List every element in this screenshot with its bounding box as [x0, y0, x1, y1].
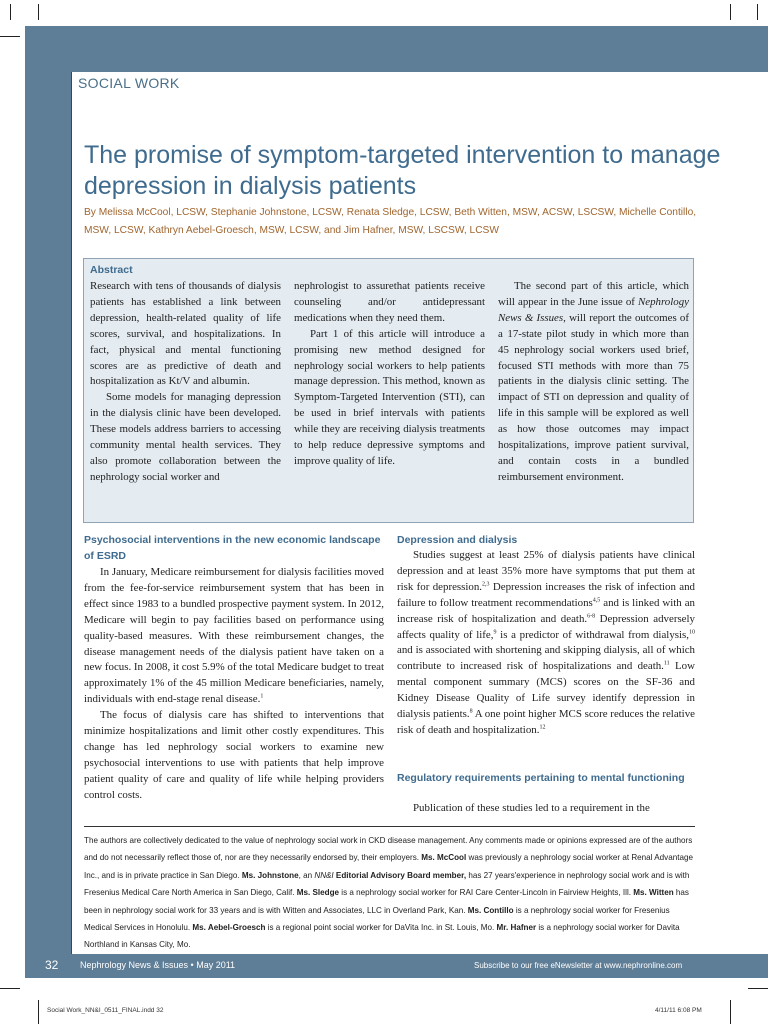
section-heading: Psychosocial interventions in the new economic landscape of ESRD: [84, 534, 381, 562]
reference: 9: [493, 628, 497, 635]
author-name: Ms. Contillo: [467, 905, 514, 915]
paragraph: Research with tens of thousands of dialysis patients has established a link between depression, health-related quality of life scores, survival, and hospitalizations. In fact, physical and mental functioning scores are as predictive of death and hospitalization as Kt/V and albumin.: [90, 280, 281, 388]
author-name: Ms. McCool: [421, 853, 467, 863]
reference: 4,5: [592, 597, 601, 604]
side-divider: [71, 72, 72, 954]
crop-mark: [730, 4, 731, 20]
article-title: The promise of symptom-targeted intervention to manage depression in dialysis patients: [84, 141, 721, 200]
reference: 1: [260, 693, 264, 700]
publication-info: Nephrology News & Issues • May 2011: [80, 960, 236, 970]
paragraph: Part 1 of this article will introduce a promising new method designed for nephrology social workers to help patients manage depression. This method, known as Symptom-Targeted Intervention (STI), can be used in brief intervals with patients while they are receiving dialysis treatments to help reduce depressive symptoms and improve quality of life.: [294, 327, 485, 467]
print-timestamp: 4/11/11 6:08 PM: [655, 1007, 702, 1014]
body-column-right-continued: [397, 801, 695, 817]
crop-mark: [757, 4, 758, 20]
section-heading: Regulatory requirements pertaining to mental functioning: [397, 772, 685, 784]
paragraph: Studies suggest at least 25% of dialysis patients have clinical depression and at least 35% more have symptoms that put them at risk for depression.$^{2,3}$ Depression increases the risk of infection and failure to follow treatment recommendations$^{4,5}$ and is linked with an increase risk of hospitalization and death.$^{6-8}$ Depression adversely affects quality of life,$^9$ is a predictor of withdrawal from dialysis,$^{10}$ and is associated with shortening and skipping dialysis, all of which contribute to increased risk of hospitalizations and death.$^{11}$ Low mental component summary (MCS) scores on the SF-36 and Kidney Disease Quality of Life survey identify depression in dialysis patients.$^8$ A one point higher MCS score reduces the relative risk of death and hospitalization.$^{12}$: [397, 549, 695, 736]
crop-mark: [0, 988, 20, 989]
reference: 10: [689, 628, 695, 635]
paragraph: nephrologist to assurethat patients receive counseling and/or antidepressant medications when they need them.: [294, 280, 485, 324]
author-byline: By Melissa McCool, LCSW, Stephanie Johnstone, LCSW, Renata Sledge, LCSW, Beth Witten, MSW, ACSW, LSCSW, Michelle Contillo, MSW, LCSW, Kathryn Aebel-Groesch, MSW, LCSW, and Jim Hafner, MSW, LSCSW, LCSW: [84, 207, 697, 236]
section-label: SOCIAL WORK: [78, 75, 180, 91]
abstract-column-1: [90, 279, 281, 486]
abstract-heading: Abstract: [90, 264, 133, 276]
header-band: [25, 26, 768, 72]
bio-divider: [84, 826, 695, 827]
page-number: 32: [45, 958, 59, 972]
board-title: Editorial Advisory Board member,: [333, 870, 467, 880]
journal-name: Nephrology News & Issues: [498, 295, 689, 324]
paragraph: Publication of these studies led to a requirement in the: [413, 802, 650, 814]
paragraph: The focus of dialysis care has shifted to interventions that minimize hospitalizations and limit other costly expenditures. This change has led nephrology social workers to examine new psychosocial interventions to use with patients that help improve patient quality of care and quality of life while helping providers control costs.: [84, 709, 384, 801]
paragraph: Some models for managing depression in the dialysis clinic have been developed. These models address barriers to accessing community mental health services. They also promote collaboration between the nephrology social worker and: [90, 391, 281, 483]
crop-mark: [730, 1000, 731, 1024]
reference: 12: [539, 724, 546, 731]
body-column-right: [397, 548, 695, 739]
paragraph: The second part of this article, which will appear in the June issue of Nephrology News & Issues, will report the outcomes of a 17-state pilot study in which more than 45 nephrology social workers used brief, focused STI methods with more than 75 patients in the dialysis clinic setting. The impact of STI on depression and quality of life in this sample will be explored as well as how those outcomes may impact hospitalizations, improve patient survival, and contain costs in a bundled reimbursement environment.: [498, 280, 689, 483]
file-slug: Social Work_NN&I_0511_FINAL.indd 32: [47, 1007, 164, 1014]
author-name: Ms. Aebel-Groesch: [192, 923, 266, 933]
subscribe-link[interactable]: Subscribe to our free eNewsletter at www.nephronline.com: [474, 961, 683, 970]
author-name: Ms. Witten: [633, 888, 674, 898]
crop-mark: [0, 36, 20, 37]
body-column-left: [84, 565, 384, 804]
side-band: [25, 26, 71, 954]
abstract-column-3: [498, 279, 689, 486]
reference: 11: [663, 660, 670, 667]
paragraph: In January, Medicare reimbursement for dialysis facilities moved from the fee-for-service reimbursement system that has been in effect since 1983 to a bundled prospective payment system. In 2012, Medicare will begin to pay facilities based on performance using quality-based measures. With these reimbursement changes, the disease management needs of the dialysis patient have taken on a new focus. In 2008, it cost 5.9% of the total Medicare budget to treat approximately 1% of the 45 million Medicare beneficiaries, namely, individuals with end-stage renal disease.$^1$: [84, 566, 385, 706]
abstract-column-2: [294, 279, 485, 470]
crop-mark: [38, 4, 39, 20]
reference: 6-8: [587, 613, 596, 619]
crop-mark: [10, 4, 11, 20]
author-name: Mr. Hafner: [496, 923, 537, 933]
section-heading: Depression and dialysis: [397, 534, 518, 546]
crop-mark: [748, 988, 768, 989]
reference: 2,3: [482, 581, 490, 588]
crop-mark: [38, 1000, 39, 1024]
author-name: Ms. Johnstone: [241, 870, 299, 880]
author-bio: The authors are collectively dedicated to the value of nephrology social work in CKD disease management. Any comments made or opinions expressed are of the authors and do not necessarily reflect those of, nor are they necessarily endorsed by, their employers. Ms. McCool was previously a nephrology social worker at Renal Advantage Inc., and is in private practice in San Diego. Ms. Johnstone, an NN&I Editorial Advisory Board member, has 27 years'experience in nephrology social work and is with Fresenius Medical Care North America in San Diego, Calif. Ms. Sledge is a nephrology social worker for RAI Care Center-Lincoln in Fairview Heights, Ill. Ms. Witten has been in nephrology social work for 33 years and is with Witten and Associates, LLC in Overland Park, Kan. Ms. Contillo is a nephrology social worker for Fresenius Medical Services in Honolulu. Ms. Aebel-Groesch is a regional point social worker for DaVita Inc. in St. Louis, Mo. Mr. Hafner is a nephrology social worker for Davita Northland in Kansas City, Mo.: [84, 836, 693, 950]
reference: 8: [469, 708, 473, 715]
author-name: Ms. Sledge: [296, 888, 340, 898]
journal-abbrev: NN&I: [314, 870, 334, 880]
